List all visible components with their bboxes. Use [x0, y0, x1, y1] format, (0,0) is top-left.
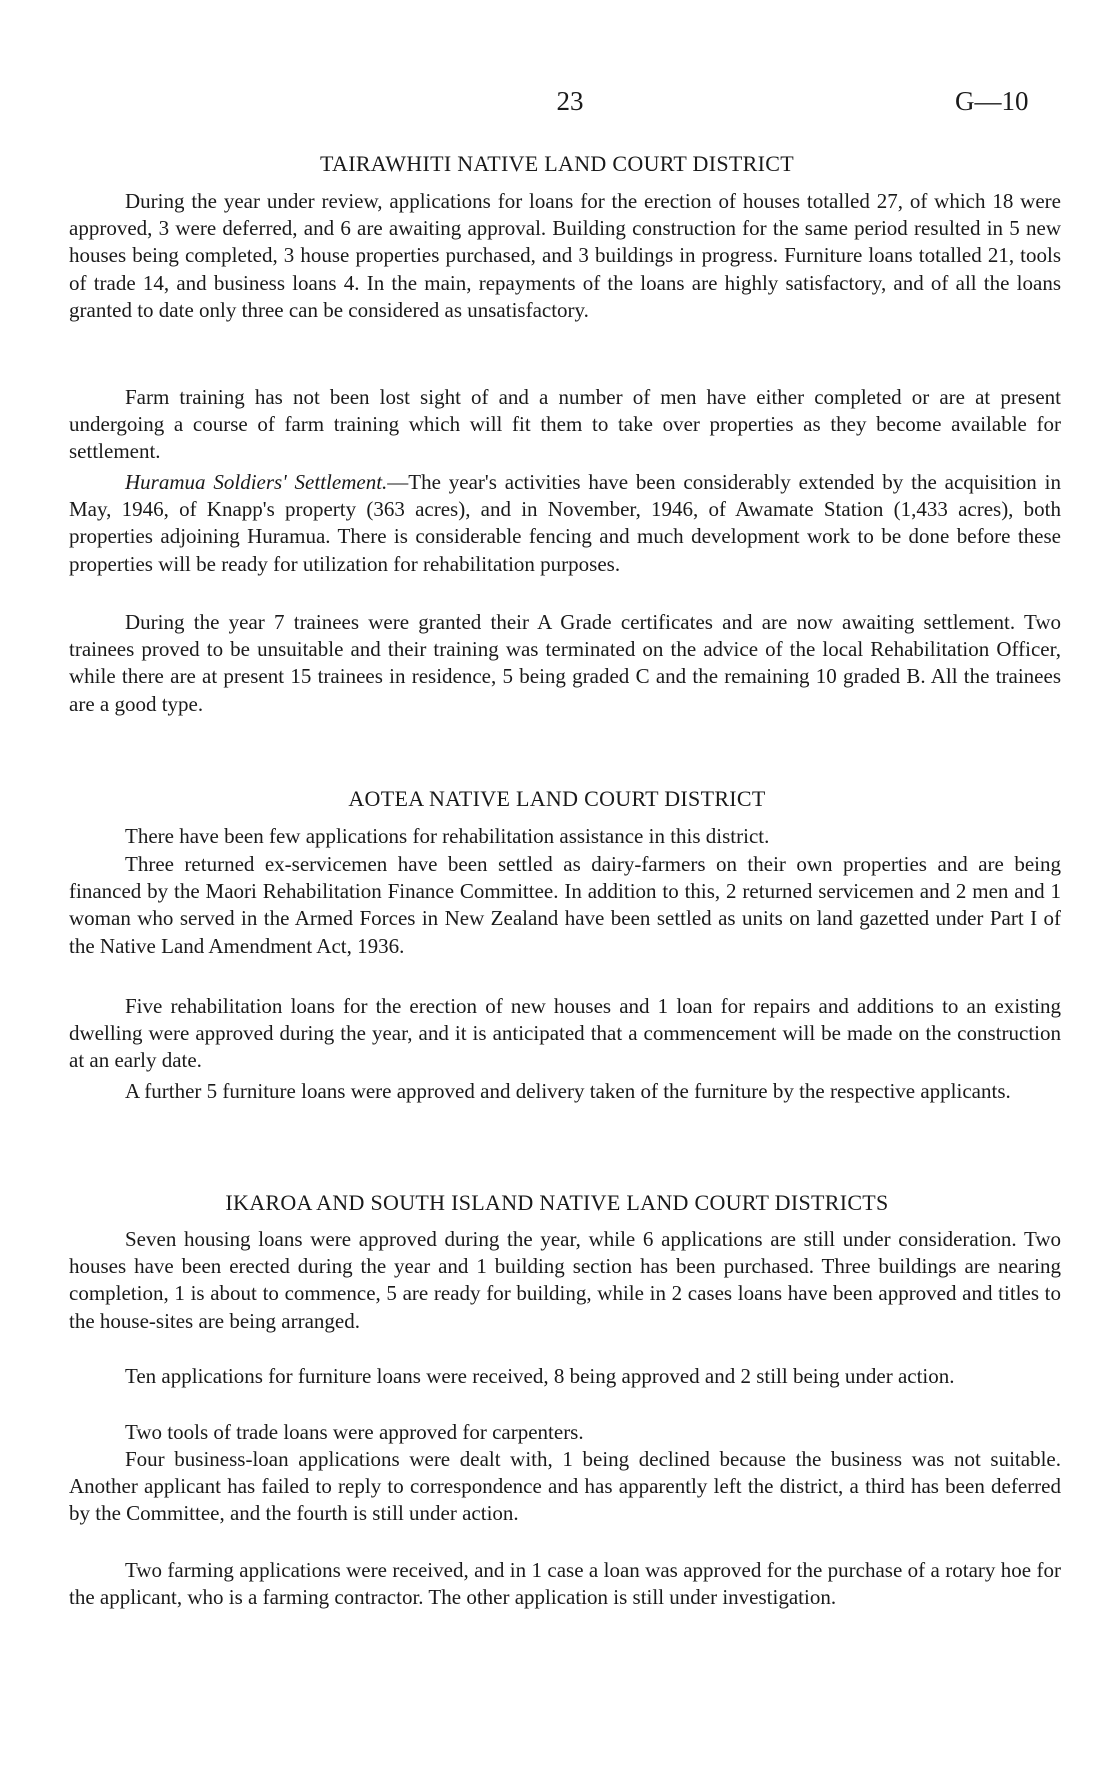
- paragraph: Three returned ex-servicemen have been settled as dairy-farmers on their own properties and are being financed by the Maori Rehabilitation Finance Committee. In addition to this, 2 returned servicemen and 2 men and 1 woman who served in the Armed Forces in New Zealand have been settled as units on land gazetted under Part I of the Native Land Amendment Act, 1936.: [69, 852, 1061, 958]
- paragraph: A further 5 furniture loans were approved and delivery taken of the furniture by the respective applicants.: [125, 1079, 1011, 1103]
- page-header: [0, 86, 1114, 126]
- paragraph: Two farming applications were received, and in 1 case a loan was approved for the purchase of a rotary hoe for the applicant, who is a farming contractor. The other application is still under investigation.: [69, 1558, 1061, 1610]
- paragraph-lead-heading: Huramua Soldiers' Settlement.: [125, 470, 388, 494]
- paragraph: Seven housing loans were approved during the year, while 6 applications are still under consideration. Two houses have been erected during the year and 1 building section has been purchased. Three buildings are nearing completion, 1 is about to commence, 5 are ready for building, while in 2 cases loans have been approved and titles to the house-sites are being arranged.: [69, 1227, 1061, 1333]
- paragraph: There have been few applications for rehabilitation assistance in this district.: [125, 824, 770, 848]
- section-ikaroa-south-island: [0, 1189, 1114, 1217]
- paragraph: Five rehabilitation loans for the erection of new houses and 1 loan for repairs and additions to an existing dwelling were approved during the year, and it is anticipated that a commencement will be made on the construction at an early date.: [69, 994, 1061, 1073]
- paragraph: Two tools of trade loans were approved for carpenters.: [125, 1420, 584, 1444]
- paragraph-text: —The year's activities have been considerably extended by the acquisition in May, 1946, of Knapp's property (363 acres), and in November, 1946, of Awamate Station (1,433 acres), both properties adjoining Huramua. There is considerable fencing and much development work to be done before these properties will be ready for utilization for rehabilitation purposes.: [69, 470, 1061, 576]
- section-title: TAIRAWHITI NATIVE LAND COURT DISTRICT: [320, 151, 794, 176]
- section-tairawhiti: [0, 150, 1114, 178]
- paragraph: Farm training has not been lost sight of and a number of men have either completed or are at present undergoing a course of farm training which will fit them to take over properties as they become available for settlement.: [69, 385, 1061, 464]
- document-code: G—10: [955, 86, 1029, 116]
- paragraph: During the year 7 trainees were granted their A Grade certificates and are now awaiting settlement. Two trainees proved to be unsuitable and their training was terminated on the advice of the local Rehabilitation Officer, while there are at present 15 trainees in residence, 5 being graded C and the remaining 10 graded B. All the trainees are a good type.: [69, 610, 1061, 716]
- section-aotea: [0, 785, 1114, 813]
- paragraph: Ten applications for furniture loans were received, 8 being approved and 2 still being under action.: [125, 1364, 955, 1388]
- page-number: 23: [556, 86, 584, 116]
- section-title: IKAROA AND SOUTH ISLAND NATIVE LAND COURT DISTRICTS: [225, 1190, 889, 1215]
- paragraph: During the year under review, applications for loans for the erection of houses totalled 27, of which 18 were approved, 3 were deferred, and 6 are awaiting approval. Building construction for the same period resulted in 5 new houses being completed, 3 house properties purchased, and 3 buildings in progress. Furniture loans totalled 21, tools of trade 14, and business loans 4. In the main, repayments of the loans are highly satisfactory, and of all the loans granted to date only three can be considered as unsatisfactory.: [69, 189, 1061, 322]
- paragraph: [69, 469, 1061, 578]
- section-title: AOTEA NATIVE LAND COURT DISTRICT: [348, 786, 766, 811]
- paragraph: Four business-loan applications were dealt with, 1 being declined because the business was not suitable. Another applicant has failed to reply to correspondence and has apparently left the district, a third has been deferred by the Committee, and the fourth is still under action.: [69, 1447, 1061, 1526]
